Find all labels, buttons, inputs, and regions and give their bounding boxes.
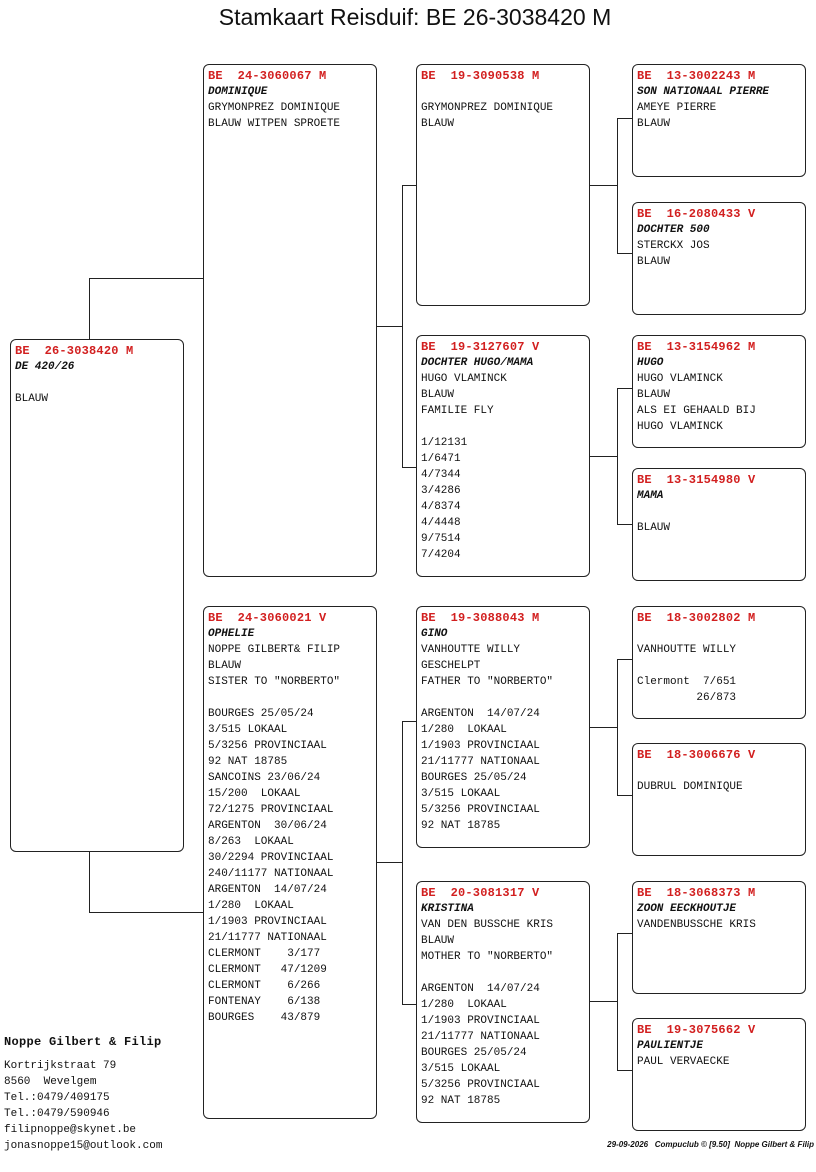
pigeon-name: ZOON EECKHOUTJE <box>637 903 737 915</box>
pigeon-info-line: HUGO VLAMINCK <box>421 373 507 385</box>
pigeon-info-line: FATHER TO "NORBERTO" <box>421 676 554 688</box>
pigeon-card-mmm[interactable] <box>632 1018 806 1131</box>
pigeon-info-line: 1/1903 PROVINCIAAL <box>421 1015 540 1027</box>
connector-line <box>617 388 632 389</box>
pigeon-info-line: 5/3256 PROVINCIAAL <box>421 804 540 816</box>
pigeon-info-line: 92 NAT 18785 <box>421 820 501 832</box>
pigeon-name: SON NATIONAAL PIERRE <box>637 86 770 98</box>
connector-line <box>617 659 632 660</box>
pigeon-info-line <box>637 658 801 674</box>
ring-number: BE 24-3060021 V <box>208 611 327 625</box>
pigeon-info-line: CLERMONT 3/177 <box>208 948 321 960</box>
pigeon-card-fff[interactable] <box>632 64 806 177</box>
pigeon-info-line: 9/7514 <box>421 533 461 545</box>
pigeon-card-father[interactable] <box>203 64 377 577</box>
connector-line <box>402 721 416 722</box>
pigeon-info-line: 72/1275 PROVINCIAAL <box>208 804 334 816</box>
connector-line <box>402 1004 416 1005</box>
connector-line <box>402 467 416 468</box>
pigeon-card-ffm[interactable] <box>632 202 806 315</box>
pigeon-card-mother[interactable] <box>203 606 377 1119</box>
pigeon-info-line <box>208 690 372 706</box>
pigeon-info-line: SISTER TO "NORBERTO" <box>208 676 341 688</box>
pigeon-info-line: VAN DEN BUSSCHE KRIS <box>421 919 554 931</box>
connector-line <box>89 912 203 913</box>
owner-city: 8560 Wevelgem <box>4 1076 97 1088</box>
pigeon-info-line: BOURGES 25/05/24 <box>421 772 527 784</box>
ring-number: BE 13-3002243 M <box>637 69 756 83</box>
pigeon-info-line: 8/263 LOKAAL <box>208 836 294 848</box>
pigeon-info-line: BLAUW <box>421 935 455 947</box>
pigeon-info-line: 240/11177 NATIONAAL <box>208 868 334 880</box>
connector-line <box>89 852 90 912</box>
connector-line <box>617 933 618 1070</box>
pigeon-info-line: VANHOUTTE WILLY <box>421 644 521 656</box>
connector-line <box>89 278 90 339</box>
connector-line <box>402 185 416 186</box>
pigeon-name: GINO <box>421 628 448 640</box>
pigeon-info-line: 92 NAT 18785 <box>421 1095 501 1107</box>
pigeon-name <box>637 626 801 642</box>
connector-line <box>590 727 617 728</box>
connector-line <box>402 721 403 1004</box>
pigeon-info-line: BLAUW <box>637 522 671 534</box>
pigeon-name: KRISTINA <box>421 903 474 915</box>
ring-number: BE 19-3127607 V <box>421 340 540 354</box>
pigeon-info-line: GESCHELPT <box>421 660 481 672</box>
pigeon-info-line: 30/2294 PROVINCIAAL <box>208 852 334 864</box>
pigeon-info-line: ARGENTON 14/07/24 <box>421 708 540 720</box>
pigeon-info-line <box>421 419 585 435</box>
pigeon-info-line: ALS EI GEHAALD BIJ <box>637 405 756 417</box>
pigeon-info-line: 7/4204 <box>421 549 461 561</box>
pigeon-info-line: DUBRUL DOMINIQUE <box>637 781 743 793</box>
pigeon-info-line: 4/8374 <box>421 501 461 513</box>
pigeon-info-line: PAUL VERVAECKE <box>637 1056 730 1068</box>
pigeon-name <box>421 84 585 100</box>
connector-line <box>617 659 618 795</box>
pigeon-name: DE 420/26 <box>15 361 75 373</box>
owner-phone: Tel.:0479/590946 <box>4 1108 110 1120</box>
pigeon-card-mother-father[interactable] <box>416 606 590 848</box>
pigeon-info-line: 5/3256 PROVINCIAAL <box>421 1079 540 1091</box>
pigeon-info-line: 21/11777 NATIONAAL <box>208 932 327 944</box>
pigeon-card-mother-mother[interactable] <box>416 881 590 1123</box>
owner-address: Kortrijkstraat 79 <box>4 1060 117 1072</box>
pigeon-info-line: 21/11777 NATIONAAL <box>421 1031 540 1043</box>
pigeon-info-line: HUGO VLAMINCK <box>637 373 723 385</box>
ring-number: BE 13-3154980 V <box>637 473 756 487</box>
pigeon-card-fmf[interactable] <box>632 335 806 448</box>
pigeon-info-line: VANDENBUSSCHE KRIS <box>637 919 756 931</box>
pigeon-info-line: 1/280 LOKAAL <box>421 999 507 1011</box>
pigeon-info-line: BLAUW <box>208 660 242 672</box>
ring-number: BE 18-3006676 V <box>637 748 756 762</box>
pigeon-info-line: BOURGES 43/879 <box>208 1012 321 1024</box>
connector-line <box>617 118 618 253</box>
pigeon-info-line: 4/4448 <box>421 517 461 529</box>
connector-line <box>617 524 632 525</box>
ring-number: BE 19-3088043 M <box>421 611 540 625</box>
pigeon-info-line: 26/873 <box>637 692 737 704</box>
owner-name: Noppe Gilbert & Filip <box>4 1035 162 1049</box>
connector-line <box>617 795 632 796</box>
ring-number: BE 24-3060067 M <box>208 69 327 83</box>
connector-line <box>377 326 402 327</box>
connector-line <box>617 933 632 934</box>
pigeon-card-father-father[interactable] <box>416 64 590 306</box>
pigeon-info-line: 3/515 LOKAAL <box>208 724 288 736</box>
pigeon-name: DOCHTER HUGO/MAMA <box>421 357 534 369</box>
pigeon-name: HUGO <box>637 357 664 369</box>
connector-line <box>89 278 203 279</box>
pigeon-info-line: BLAUW <box>421 118 455 130</box>
pigeon-card-mfm[interactable] <box>632 743 806 856</box>
ring-number: BE 18-3068373 M <box>637 886 756 900</box>
pigeon-info-line: 15/200 LOKAAL <box>208 788 301 800</box>
pigeon-info-line: ARGENTON 14/07/24 <box>421 983 540 995</box>
pigeon-card-subject[interactable] <box>10 339 184 852</box>
pigeon-info-line: 5/3256 PROVINCIAAL <box>208 740 327 752</box>
pigeon-info-line: 1/280 LOKAAL <box>421 724 507 736</box>
connector-line <box>617 1070 632 1071</box>
pigeon-info-line: 92 NAT 18785 <box>208 756 288 768</box>
pigeon-info-line: STERCKX JOS <box>637 240 710 252</box>
pigeon-info-line: BLAUW <box>421 389 455 401</box>
pigeon-info-line: ARGENTON 30/06/24 <box>208 820 327 832</box>
footer-credit: 29-09-2026 Compuclub © [9.50] Noppe Gilbert & Filip <box>607 1140 814 1149</box>
connector-line <box>377 862 402 863</box>
pigeon-info-line: AMEYE PIERRE <box>637 102 717 114</box>
ring-number: BE 19-3090538 M <box>421 69 540 83</box>
pigeon-name: OPHELIE <box>208 628 255 640</box>
connector-line <box>617 253 632 254</box>
pigeon-info-line: BOURGES 25/05/24 <box>208 708 314 720</box>
pigeon-info-line: BLAUW <box>637 118 671 130</box>
ring-number: BE 20-3081317 V <box>421 886 540 900</box>
owner-email: jonasnoppe15@outlook.com <box>4 1140 163 1152</box>
pigeon-info-line: 3/4286 <box>421 485 461 497</box>
ring-number: BE 16-2080433 V <box>637 207 756 221</box>
ring-number: BE 18-3002802 M <box>637 611 756 625</box>
pigeon-info-line: NOPPE GILBERT& FILIP <box>208 644 341 656</box>
ring-number: BE 26-3038420 M <box>15 344 134 358</box>
pigeon-card-fmm[interactable] <box>632 468 806 581</box>
pigeon-name: DOMINIQUE <box>208 86 268 98</box>
pigeon-name <box>637 763 801 779</box>
pigeon-info-line: BLAUW WITPEN SPROETE <box>208 118 341 130</box>
pigeon-info-line: CLERMONT 6/266 <box>208 980 321 992</box>
owner-block <box>4 1034 162 1154</box>
pigeon-info-line: FAMILIE FLY <box>421 405 494 417</box>
pigeon-info-line: 3/515 LOKAAL <box>421 1063 501 1075</box>
page-title: Stamkaart Reisduif: BE 26-3038420 M <box>218 4 612 30</box>
pigeon-info-line: Clermont 7/651 <box>637 676 737 688</box>
pigeon-info-line <box>637 504 801 520</box>
owner-phone: Tel.:0479/409175 <box>4 1092 110 1104</box>
pigeon-info-line <box>15 375 179 391</box>
pigeon-info-line: BLAUW <box>15 393 49 405</box>
pigeon-card-father-mother[interactable] <box>416 335 590 577</box>
pigeon-info-line: GRYMONPREZ DOMINIQUE <box>208 102 341 114</box>
connector-line <box>590 185 617 186</box>
owner-email: filipnoppe@skynet.be <box>4 1124 137 1136</box>
connector-line <box>402 185 403 467</box>
pigeon-info-line: ARGENTON 14/07/24 <box>208 884 327 896</box>
pigeon-name: PAULIENTJE <box>637 1040 704 1052</box>
pigeon-info-line: HUGO VLAMINCK <box>637 421 723 433</box>
connector-line <box>590 1001 617 1002</box>
ring-number: BE 19-3075662 V <box>637 1023 756 1037</box>
pigeon-info-line: FONTENAY 6/138 <box>208 996 321 1008</box>
pigeon-info-line: BLAUW <box>637 256 671 268</box>
pigeon-info-line: 21/11777 NATIONAAL <box>421 756 540 768</box>
pigeon-info-line: VANHOUTTE WILLY <box>637 644 737 656</box>
pigeon-info-line <box>421 690 585 706</box>
pigeon-info-line: 1/12131 <box>421 437 468 449</box>
pigeon-info-line: 4/7344 <box>421 469 461 481</box>
pigeon-info-line: MOTHER TO "NORBERTO" <box>421 951 554 963</box>
connector-line <box>617 118 632 119</box>
connector-line <box>590 456 617 457</box>
pigeon-card-mmf[interactable] <box>632 881 806 994</box>
pigeon-info-line: GRYMONPREZ DOMINIQUE <box>421 102 554 114</box>
pigeon-info-line: 3/515 LOKAAL <box>421 788 501 800</box>
pigeon-name: MAMA <box>637 490 664 502</box>
pigeon-card-mff[interactable] <box>632 606 806 719</box>
pigeon-info-line: BOURGES 25/05/24 <box>421 1047 527 1059</box>
pigeon-name: DOCHTER 500 <box>637 224 710 236</box>
ring-number: BE 13-3154962 M <box>637 340 756 354</box>
pigeon-info-line: BLAUW <box>637 389 671 401</box>
pigeon-info-line: 1/6471 <box>421 453 461 465</box>
pigeon-info-line: 1/1903 PROVINCIAAL <box>208 916 327 928</box>
pigeon-info-line: CLERMONT 47/1209 <box>208 964 327 976</box>
connector-line <box>617 388 618 524</box>
pigeon-info-line: SANCOINS 23/06/24 <box>208 772 321 784</box>
pigeon-info-line: 1/280 LOKAAL <box>208 900 294 912</box>
pigeon-info-line <box>421 965 585 981</box>
pigeon-info-line: 1/1903 PROVINCIAAL <box>421 740 540 752</box>
